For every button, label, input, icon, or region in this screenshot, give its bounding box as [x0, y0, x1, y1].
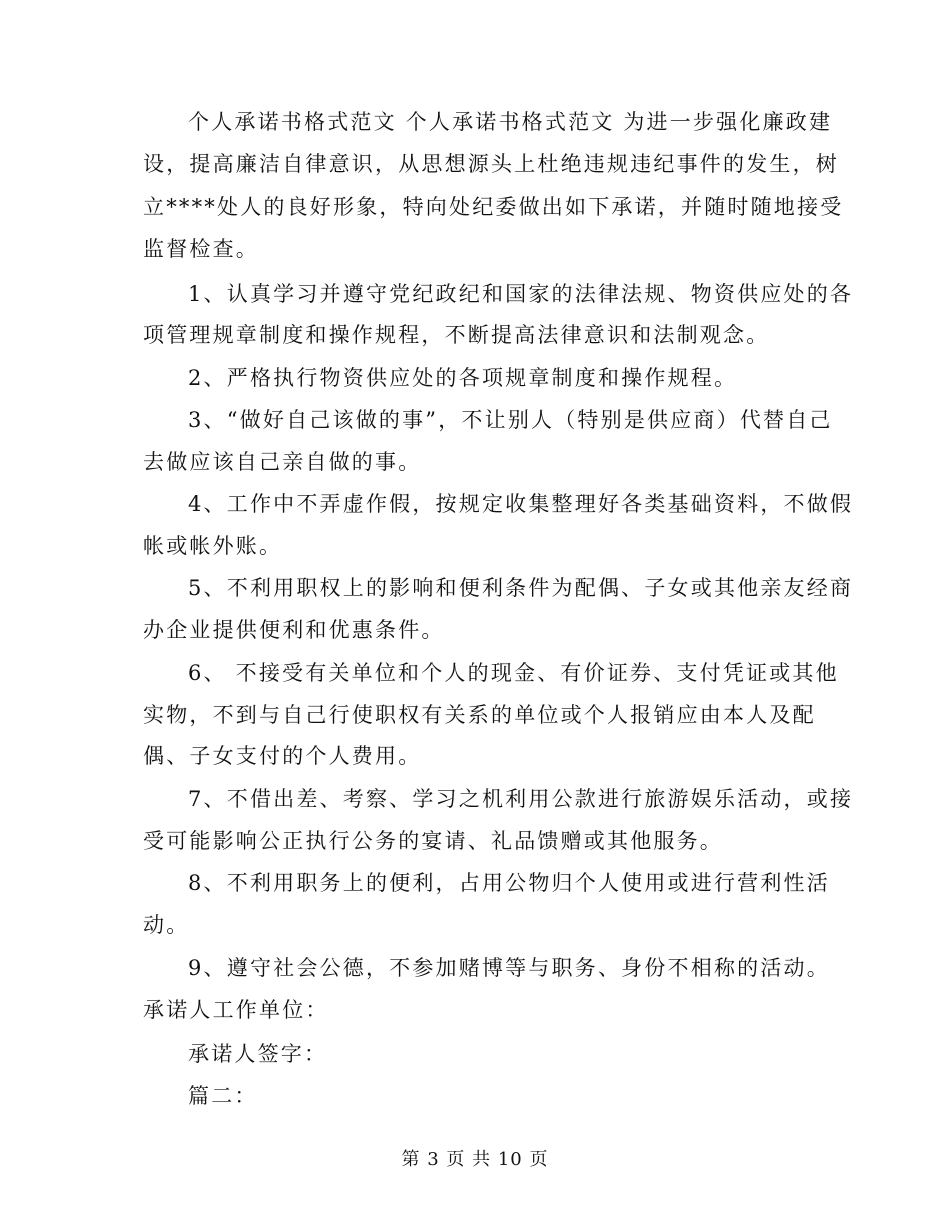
item-6-line-3: 偶、子女支付的个人费用。 [143, 744, 422, 768]
item-3-line-2: 去做应该自己亲自做的事。 [143, 450, 422, 474]
intro-line-4: 监督检查。 [143, 237, 259, 261]
work-unit-label: 承诺人工作单位： [143, 998, 329, 1022]
item-6-line-2: 实物，不到与自己行使职权有关系的单位或个人报销应由本人及配 [143, 703, 816, 727]
signature-label: 承诺人签字： [188, 1042, 328, 1066]
item-7-line-1: 7、不借出差、考察、学习之机利用公款进行旅游娱乐活动，或接 [188, 787, 854, 811]
item-1-line-2: 项管理规章制度和操作规程，不断提高法律意识和法制观念。 [143, 323, 770, 347]
item-9-line-1: 9、遵守社会公德，不参加赌博等与职务、身份不相称的活动。 [188, 956, 830, 980]
item-6-line-1: 6、 不接受有关单位和个人的现金、有价证券、支付凭证或其他 [188, 661, 839, 685]
item-7-line-2: 受可能影响公正执行公务的宴请、礼品馈赠或其他服务。 [143, 829, 723, 853]
item-2-line-1: 2、严格执行物资供应处的各项规章制度和操作规程。 [188, 366, 738, 390]
intro-line-2: 设，提高廉洁自律意识，从思想源头上杜绝违规违纪事件的发生，树 [143, 152, 839, 176]
item-5-line-2: 办企业提供便利和优惠条件。 [143, 618, 445, 642]
intro-line-3: 立****处人的良好形象，特向处纪委做出如下承诺，并随时随地接受 [143, 195, 844, 219]
item-4-line-1: 4、工作中不弄虚作假，按规定收集整理好各类基础资料，不做假 [188, 492, 854, 516]
intro-line-1: 个人承诺书格式范文 个人承诺书格式范文 为进一步强化廉政建 [188, 110, 833, 134]
item-8-line-2: 动。 [143, 913, 190, 937]
item-8-line-1: 8、不利用职务上的便利，占用公物归个人使用或进行营利性活 [188, 871, 830, 895]
item-1-line-1: 1、认真学习并遵守党纪政纪和国家的法律法规、物资供应处的各 [188, 282, 854, 306]
item-4-line-2: 帐或帐外账。 [143, 534, 283, 558]
part-two-heading: 篇二： [188, 1084, 258, 1108]
item-3-line-1: 3、“做好自己该做的事”，不让别人（特别是供应商）代替自己 [188, 408, 833, 432]
page-number-footer: 第 3 页 共 10 页 [401, 1149, 549, 1170]
item-5-line-1: 5、不利用职权上的影响和便利条件为配偶、子女或其他亲友经商 [188, 576, 854, 600]
